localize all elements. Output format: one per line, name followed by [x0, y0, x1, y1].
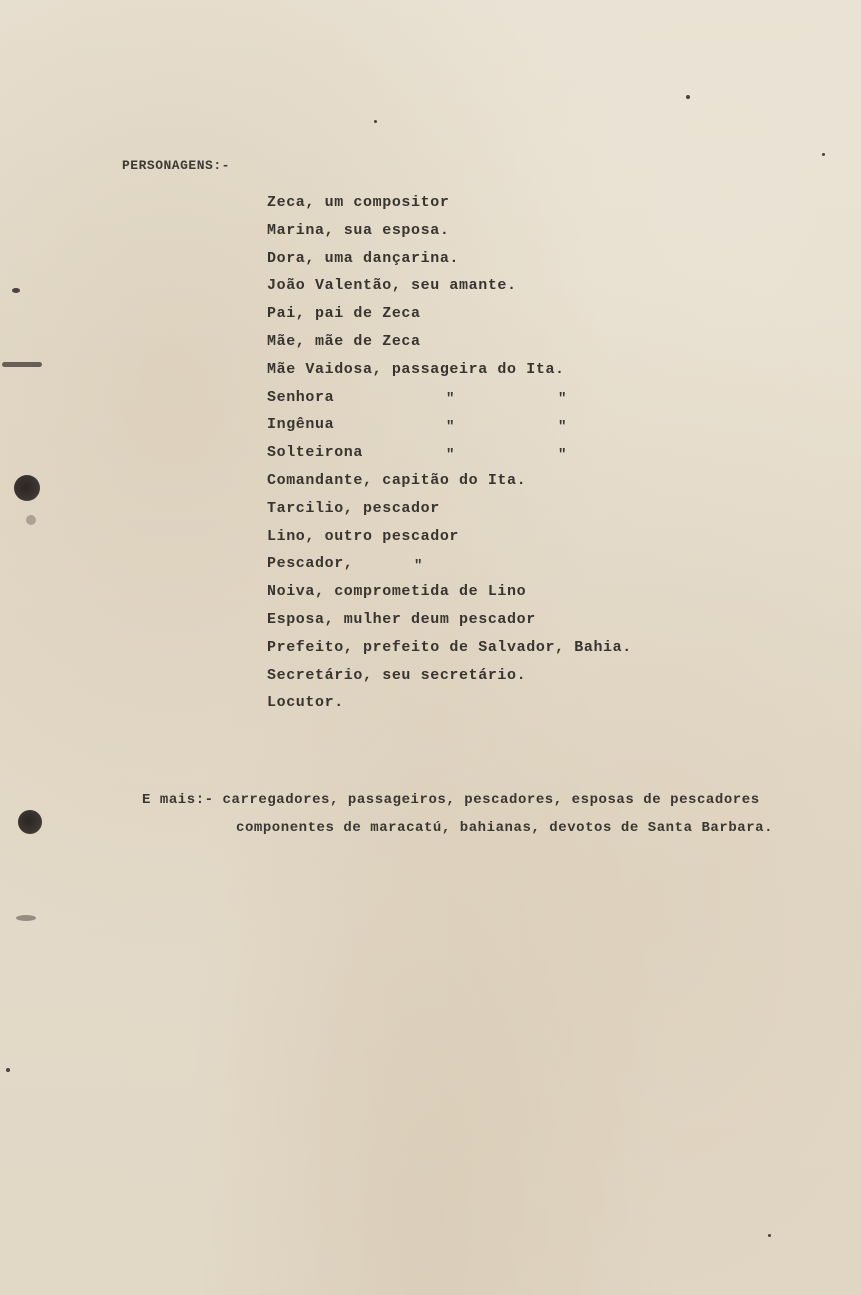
extras-line-1: E mais:- carregadores, passageiros, pescadores, esposas de pescadores	[142, 792, 760, 808]
stain-mark	[822, 153, 825, 156]
ditto-mark: "	[446, 419, 455, 435]
stain-mark	[2, 362, 42, 367]
cast-item: Secretário, seu secretário.	[267, 666, 527, 684]
punch-hole	[18, 810, 42, 834]
ditto-mark: "	[446, 447, 455, 463]
page-heading: PERSONAGENS:-	[122, 158, 230, 173]
cast-item: Comandante, capitão do Ita.	[267, 471, 527, 489]
cast-item: Dora, uma dançarina.	[267, 249, 460, 267]
cast-item: Zeca, um compositor	[267, 194, 450, 211]
stain-mark	[12, 288, 20, 293]
ditto-mark: "	[558, 447, 567, 463]
ditto-mark: "	[558, 391, 567, 407]
cast-item: Tarcilio, pescador	[267, 499, 440, 517]
cast-item: Pai, pai de Zeca	[267, 305, 421, 323]
stain-mark	[6, 1068, 10, 1072]
cast-item: Marina, sua esposa.	[267, 221, 450, 239]
cast-item: Lino, outro pescador	[267, 527, 460, 545]
cast-item: Mãe Vaidosa, passageira do Ita.	[267, 360, 565, 378]
cast-item: Prefeito, prefeito de Salvador, Bahia.	[267, 638, 632, 656]
cast-item: Ingênua	[267, 416, 335, 434]
cast-item: Pescador,	[267, 555, 354, 573]
stain-mark	[16, 915, 36, 921]
cast-item: Noiva, comprometida de Lino	[267, 583, 527, 601]
punch-hole	[14, 475, 40, 501]
stain-mark	[374, 120, 377, 123]
stain-mark	[686, 95, 690, 99]
stain-mark	[26, 515, 36, 525]
extras-line-2: componentes de maracatú, bahianas, devotos de Santa Barbara.	[236, 820, 774, 836]
cast-item: João Valentão, seu amante.	[267, 277, 517, 295]
cast-item: Esposa, mulher deum pescador	[267, 610, 536, 628]
cast-item: Mãe, mãe de Zeca	[267, 332, 421, 350]
ditto-mark: "	[558, 419, 567, 435]
stain-mark	[768, 1234, 771, 1237]
ditto-mark: "	[446, 391, 455, 407]
cast-item: Locutor.	[267, 694, 344, 712]
cast-item: Solteirona	[267, 444, 364, 462]
ditto-mark: "	[414, 558, 423, 574]
cast-item: Senhora	[267, 388, 335, 406]
